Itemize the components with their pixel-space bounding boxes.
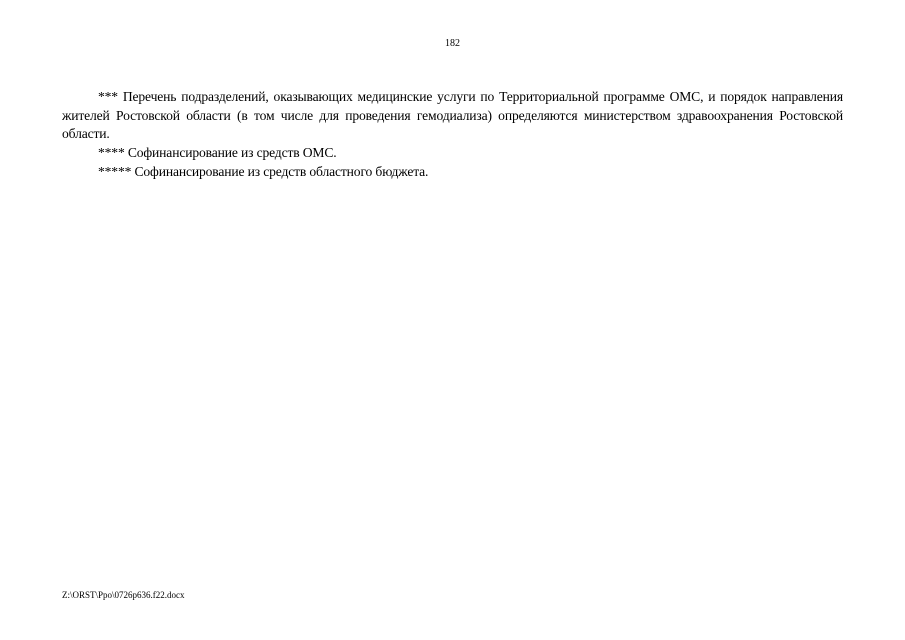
footnotes	[62, 88, 843, 182]
footnote-quadruple-asterisk: **** Софинансирование из средств ОМС.	[98, 145, 337, 161]
page-number: 182	[445, 38, 460, 49]
file-path-footer: Z:\ORST\Ppo\0726p636.f22.docx	[62, 590, 185, 600]
footnote-quintuple-asterisk: ***** Софинансирование из средств областного бюджета.	[98, 163, 429, 179]
footnote-triple-asterisk: *** Перечень подразделений, оказывающих медицинские услуги по Территориальной программе ОМС, и порядок направления жителей Ростовской области (в том числе для проведения гемодиализа) определяются министерством здравоохранения Ростовской области.	[62, 89, 843, 142]
